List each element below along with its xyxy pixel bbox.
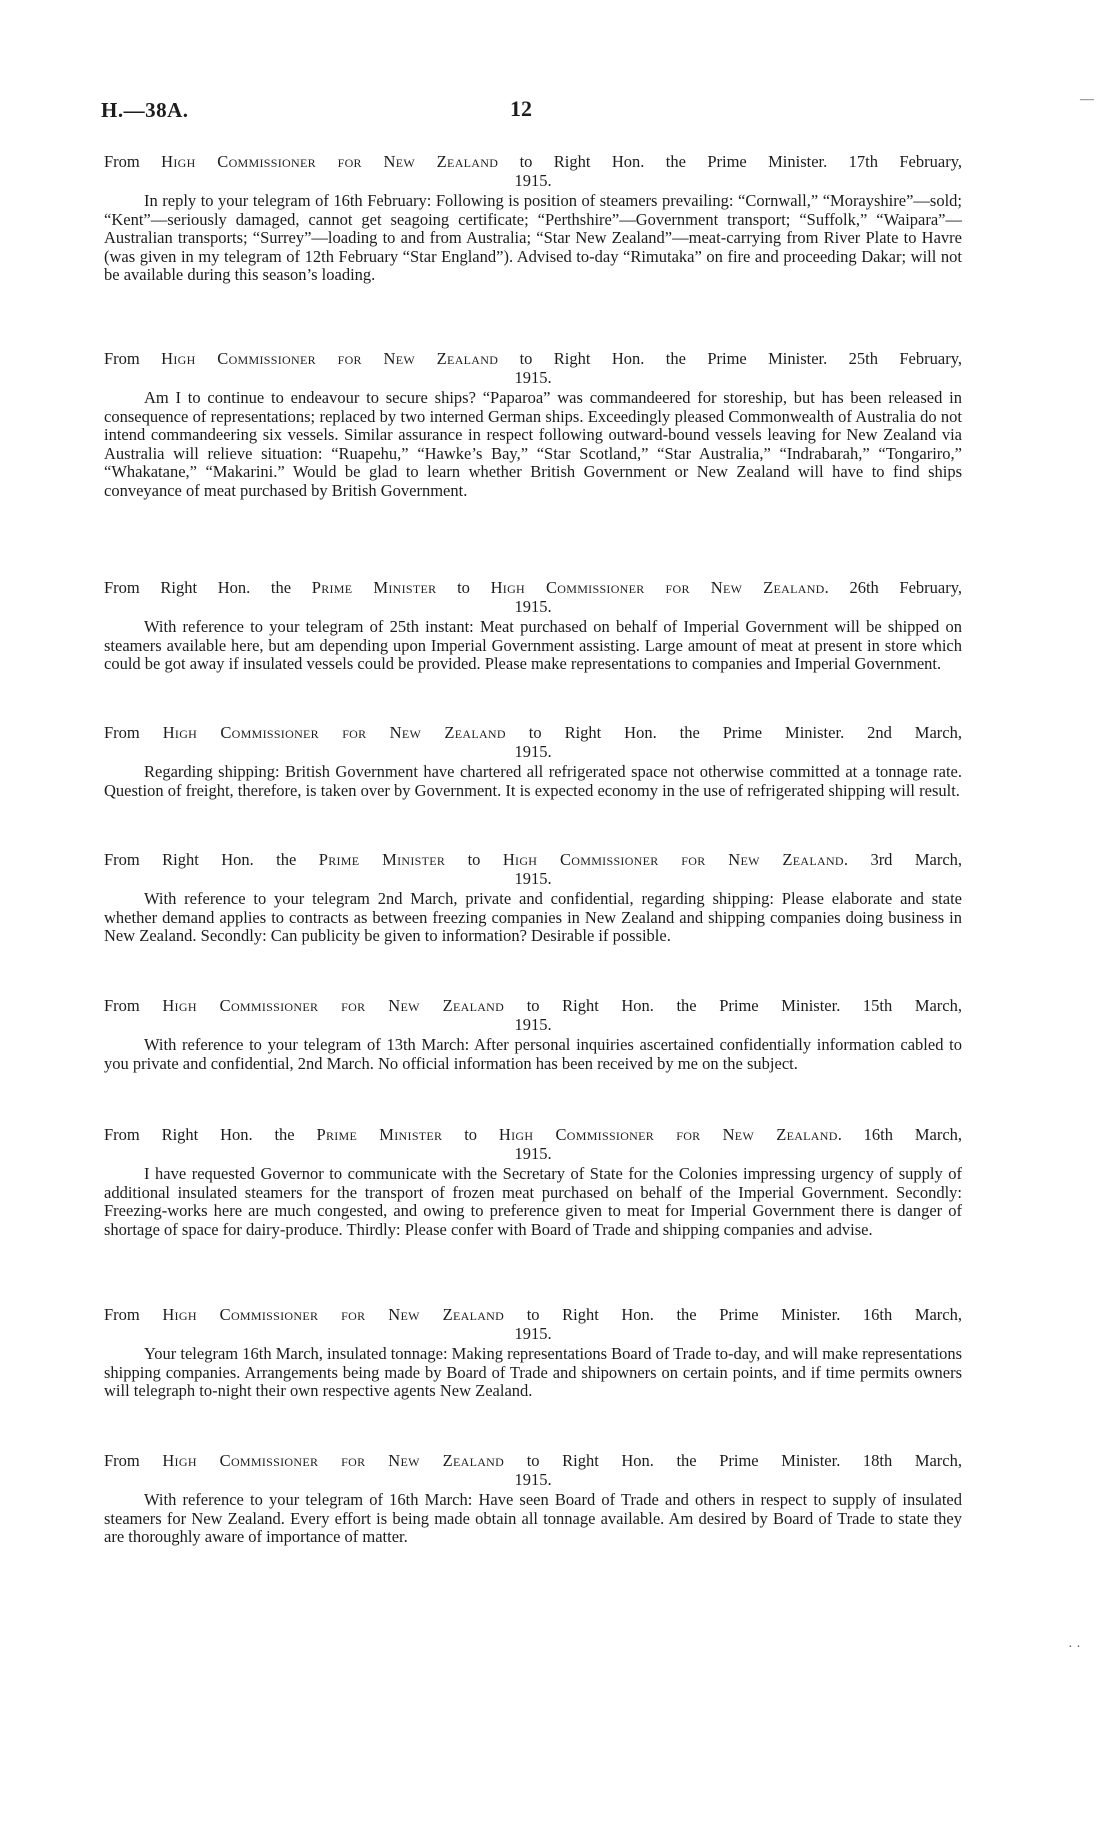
telegram-body: With reference to your telegram 2nd March, private and confidential, regarding shipping: Please elaborate and state whether demand applies to contracts as between freezing companies in New Zealand and shipping companies doing business in New Zealand. Secondly: Can publicity be given to information? Desirable if possible.: [104, 889, 962, 946]
telegram-year: 1915.: [514, 1144, 552, 1163]
telegram-heading: From High Commissioner for New Zealand to Right Hon. the Prime Minister. 18th March,: [104, 1451, 963, 1470]
telegram-body: With reference to your telegram of 16th March: Have seen Board of Trade and others in respect to supply of insulated steamers for New Zealand. Every effort is being made obtain all tonnage available. Am desired by Board of Trade to state they are thoroughly aware of importance of matter.: [104, 1490, 962, 1547]
telegram-body: With reference to your telegram of 25th instant: Meat purchased on behalf of Imperial Government will be shipped on steamers available here, but am depending upon Imperial Government assisting. Large amount of meat at present in store which could be got away if insulated vessels could be provided. Please make representations to companies and Imperial Government.: [104, 617, 962, 674]
telegram-year: 1915.: [514, 1470, 552, 1489]
telegram-heading: From High Commissioner for New Zealand to Right Hon. the Prime Minister. 25th February,: [104, 349, 962, 368]
telegram-entry: [104, 349, 962, 501]
telegram-body: Am I to continue to endeavour to secure ships? “Paparoa” was commandeered for storeship, but has been released in consequence of representations; replaced by two interned German ships. Exceedingly pleased Commonwealth of Australia do not intend commandeering six vessels. Similar assurance in respect following outward-bound vessels leaving for New Zealand via Australia will relieve situation: “Ruapehu,” “Hawke’s Bay,” “Star Scotland,” “Star Australia,” “Indrabarah,” “Tongariro,” “Whakatane,” “Makarini.” Would be glad to learn whether British Government or New Zealand will have to find ships conveyance of meat purchased by British Government.: [104, 388, 962, 500]
telegram-body: Regarding shipping: British Government have chartered all refrigerated space not otherwise committed at a tonnage rate. Question of freight, therefore, is taken over by Government. It is expected economy in the use of refrigerated shipping will result.: [104, 762, 962, 800]
telegram-heading: From Right Hon. the Prime Minister to High Commissioner for New Zealand. 3rd March,: [104, 850, 963, 869]
telegram-entry: [104, 850, 962, 946]
telegram-entry: [104, 723, 962, 800]
page-reference: H.—38A.: [101, 98, 189, 122]
telegram-heading: From High Commissioner for New Zealand to Right Hon. the Prime Minister. 16th March,: [104, 1305, 963, 1324]
telegram-entry: [104, 1125, 962, 1239]
telegram-body: Your telegram 16th March, insulated tonnage: Making representations Board of Trade to-day, and will make representations shipping companies. Arrangements being made by Board of Trade and shipowners on certain points, and if time permits owners will telegraph to-night their own respective agents New Zealand.: [104, 1344, 962, 1401]
telegram-body: With reference to your telegram of 13th March: After personal inquiries ascertained confidentially information cabled to you private and confidential, 2nd March. No official information has been received by me on the subject.: [104, 1035, 962, 1073]
telegram-year: 1915.: [514, 1015, 552, 1034]
page-number: 12: [510, 96, 532, 121]
telegram-year: 1915.: [514, 1324, 552, 1343]
telegram-entry: [104, 578, 962, 674]
telegram-year: 1915.: [514, 368, 552, 387]
telegram-heading: From Right Hon. the Prime Minister to High Commissioner for New Zealand. 16th March,: [104, 1125, 963, 1144]
telegram-entry: [104, 996, 962, 1073]
telegram-heading: From High Commissioner for New Zealand to Right Hon. the Prime Minister. 17th February,: [104, 152, 962, 171]
telegram-entry: [104, 1305, 962, 1401]
telegram-heading: From Right Hon. the Prime Minister to High Commissioner for New Zealand. 26th February,: [104, 578, 963, 597]
telegram-body: I have requested Governor to communicate with the Secretary of State for the Colonies impressing urgency of supply of additional insulated steamers for the transport of frozen meat purchased on behalf of the Imperial Government. Secondly: Freezing-works here are much congested, and owing to preference given to meat for Imperial Government there is danger of shortage of space for dairy-produce. Thirdly: Please confer with Board of Trade and shipping companies and advise.: [104, 1164, 962, 1239]
telegram-entry: [104, 152, 962, 285]
telegram-body: In reply to your telegram of 16th February: Following is position of steamers prevailing: “Cornwall,” “Morayshire”—sold; “Kent”—seriously damaged, cannot get seagoing certificate; “Perthshire”—Government transport; “Suffolk,” “Waipara”—Australian transports; “Surrey”—loading to and from Australia; “Star New Zealand”—meat-carrying from River Plate to Havre (was given in my telegram of 12th February “Star England”). Advised to-day “Rimutaka” on fire and proceeding Dakar; will not be available during this season’s loading.: [104, 191, 962, 285]
telegram-year: 1915.: [514, 742, 552, 761]
telegram-heading: From High Commissioner for New Zealand to Right Hon. the Prime Minister. 2nd March,: [104, 723, 962, 742]
telegram-heading: From High Commissioner for New Zealand to Right Hon. the Prime Minister. 15th March,: [104, 996, 963, 1015]
telegram-year: 1915.: [514, 171, 552, 190]
telegram-year: 1915.: [514, 597, 552, 616]
telegram-year: 1915.: [514, 869, 552, 888]
telegram-entry: [104, 1451, 962, 1547]
scan-mark: —: [1080, 92, 1094, 107]
scan-mark: · ·: [1068, 1640, 1081, 1655]
